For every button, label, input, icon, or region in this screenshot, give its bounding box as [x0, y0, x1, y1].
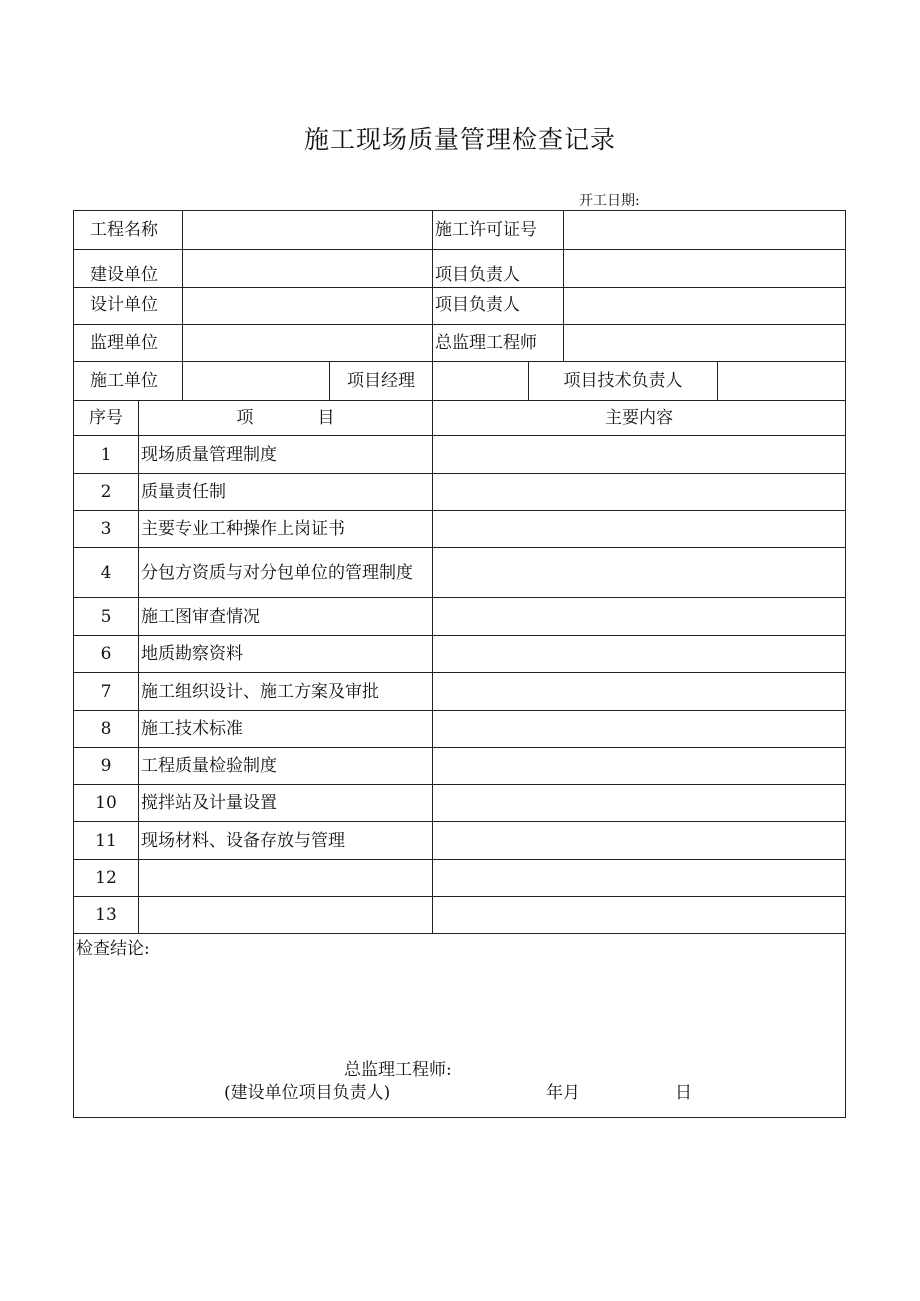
project-leader-1-label: 项目负责人 — [433, 250, 564, 288]
item-name[interactable] — [139, 897, 433, 934]
item-no: 12 — [74, 860, 139, 897]
item-column-header — [139, 401, 433, 436]
table-row — [74, 436, 846, 474]
permit-no-label: 施工许可证号 — [433, 211, 564, 250]
item-no: 6 — [74, 636, 139, 673]
table-row — [74, 860, 846, 897]
item-content[interactable] — [433, 822, 846, 860]
item-content[interactable] — [433, 711, 846, 748]
row-column-headers — [74, 401, 846, 436]
item-content[interactable] — [433, 897, 846, 934]
date-day-label: 日 — [675, 1083, 692, 1103]
seq-column-header: 序号 — [74, 401, 139, 436]
builder-leader-signature-label: (建设单位项目负责人) — [224, 1083, 391, 1103]
supervision-unit-label: 监理单位 — [74, 325, 183, 362]
chief-supervisor-value[interactable] — [564, 325, 846, 362]
row-project-name — [74, 211, 846, 250]
item-content[interactable] — [433, 785, 846, 822]
item-header-char-b: 目 — [317, 408, 335, 428]
item-content[interactable] — [433, 511, 846, 548]
item-no: 13 — [74, 897, 139, 934]
row-builder-unit — [74, 250, 846, 288]
tech-leader-value[interactable] — [718, 362, 846, 401]
project-name-value[interactable] — [183, 211, 433, 250]
item-name: 地质勘察资料 — [139, 636, 433, 673]
item-content[interactable] — [433, 673, 846, 711]
construction-unit-label: 施工单位 — [74, 362, 183, 401]
chief-supervisor-signature-label: 总监理工程师: — [344, 1060, 452, 1080]
item-name: 分包方资质与对分包单位的管理制度 — [139, 548, 433, 598]
item-content[interactable] — [433, 636, 846, 673]
item-name: 质量责任制 — [139, 474, 433, 511]
item-content[interactable] — [433, 474, 846, 511]
table-row — [74, 598, 846, 636]
item-no: 11 — [74, 822, 139, 860]
conclusion-label: 检查结论: — [76, 939, 150, 959]
table-row — [74, 673, 846, 711]
project-manager-label: 项目经理 — [330, 362, 433, 401]
row-construction-unit — [74, 362, 846, 401]
design-unit-value[interactable] — [183, 288, 433, 325]
table-row — [74, 511, 846, 548]
project-manager-value[interactable] — [433, 362, 529, 401]
conclusion-cell[interactable] — [74, 934, 846, 1118]
item-no: 9 — [74, 748, 139, 785]
item-name: 工程质量检验制度 — [139, 748, 433, 785]
item-header-char-a: 项 — [236, 408, 254, 428]
table-row — [74, 711, 846, 748]
item-no: 8 — [74, 711, 139, 748]
project-leader-2-label: 项目负责人 — [433, 288, 564, 325]
design-unit-label: 设计单位 — [74, 288, 183, 325]
item-content[interactable] — [433, 748, 846, 785]
project-name-label: 工程名称 — [74, 211, 183, 250]
project-leader-1-value[interactable] — [564, 250, 846, 288]
item-name: 施工组织设计、施工方案及审批 — [139, 673, 433, 711]
item-content[interactable] — [433, 860, 846, 897]
item-name[interactable] — [139, 860, 433, 897]
permit-no-value[interactable] — [564, 211, 846, 250]
table-row — [74, 897, 846, 934]
builder-unit-label: 建设单位 — [74, 250, 183, 288]
item-name: 现场质量管理制度 — [139, 436, 433, 474]
table-row — [74, 748, 846, 785]
item-no: 10 — [74, 785, 139, 822]
table-row — [74, 636, 846, 673]
builder-unit-value[interactable] — [183, 250, 433, 288]
item-no: 4 — [74, 548, 139, 598]
table-row — [74, 785, 846, 822]
item-no: 5 — [74, 598, 139, 636]
table-row — [74, 548, 846, 598]
item-content[interactable] — [433, 598, 846, 636]
project-leader-2-value[interactable] — [564, 288, 846, 325]
table-row — [74, 474, 846, 511]
inspection-form-table — [73, 210, 846, 1118]
row-conclusion — [74, 934, 846, 1118]
supervision-unit-value[interactable] — [183, 325, 433, 362]
item-content[interactable] — [433, 548, 846, 598]
start-date-label: 开工日期: — [579, 193, 640, 209]
item-no: 3 — [74, 511, 139, 548]
item-no: 7 — [74, 673, 139, 711]
page-title: 施工现场质量管理检查记录 — [303, 125, 616, 154]
item-name: 主要专业工种操作上岗证书 — [139, 511, 433, 548]
row-design-unit — [74, 288, 846, 325]
item-name: 施工技术标准 — [139, 711, 433, 748]
item-name: 搅拌站及计量设置 — [139, 785, 433, 822]
item-name: 现场材料、设备存放与管理 — [139, 822, 433, 860]
item-no: 1 — [74, 436, 139, 474]
construction-unit-value[interactable] — [183, 362, 330, 401]
row-supervision-unit — [74, 325, 846, 362]
chief-supervisor-label: 总监理工程师 — [433, 325, 564, 362]
table-row — [74, 822, 846, 860]
date-year-month-label: 年月 — [546, 1083, 580, 1103]
item-content[interactable] — [433, 436, 846, 474]
tech-leader-label: 项目技术负责人 — [529, 362, 718, 401]
item-no: 2 — [74, 474, 139, 511]
item-name: 施工图审查情况 — [139, 598, 433, 636]
content-column-header: 主要内容 — [433, 401, 846, 436]
